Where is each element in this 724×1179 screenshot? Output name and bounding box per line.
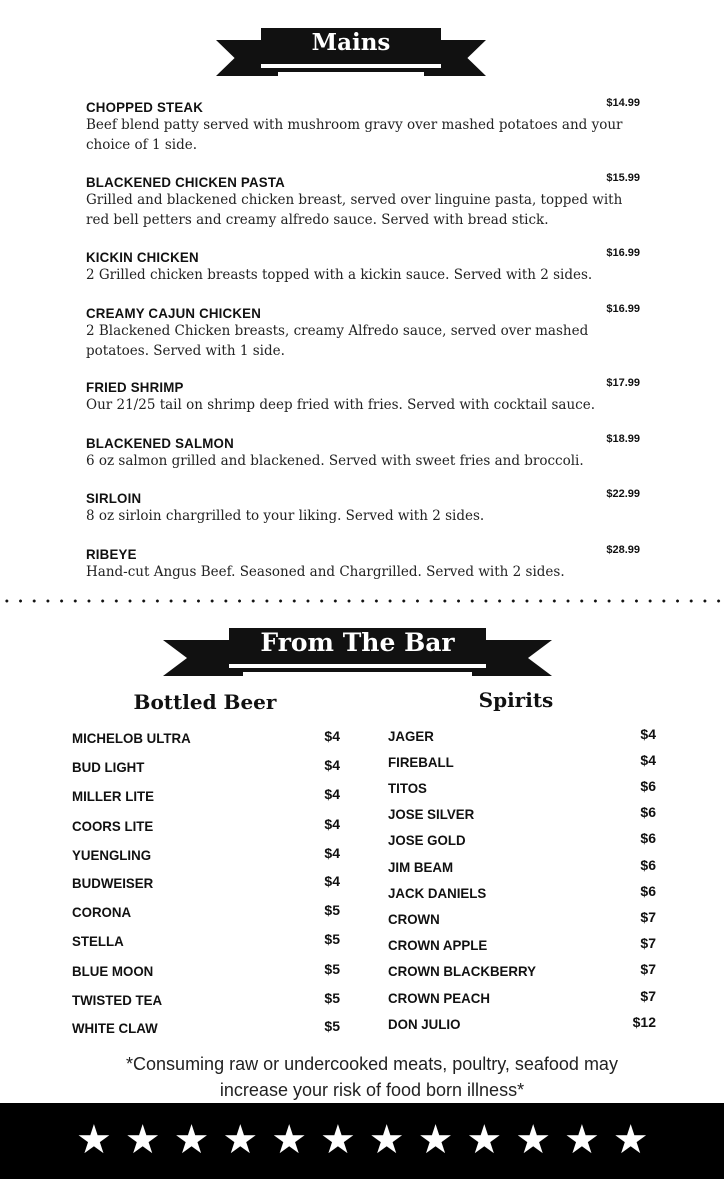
star-icon: ★: [271, 1117, 308, 1163]
drink-name: YUENGLING: [72, 847, 152, 863]
drink-name: JAGER: [388, 728, 434, 744]
drink-price: $5: [324, 990, 340, 1006]
drink-price: $6: [640, 804, 656, 820]
item-price: $15.99: [606, 172, 640, 184]
drink-name: STELLA: [72, 933, 124, 949]
drink-row: [72, 788, 340, 808]
spirits-title: Spirits: [478, 688, 554, 712]
drink-name: BUD LIGHT: [72, 759, 145, 775]
item-price: $16.99: [606, 303, 640, 315]
drink-row: [388, 885, 656, 905]
drink-row: [72, 759, 340, 779]
mains-banner: [216, 28, 486, 80]
star-icon: ★: [417, 1117, 454, 1163]
item-description: 2 Blackened Chicken breasts, creamy Alfredo sauce, served over mashed potatoes. Served with 1 side.: [86, 323, 589, 359]
drink-price: $7: [640, 988, 656, 1004]
drink-price: $6: [640, 857, 656, 873]
drink-price: $6: [640, 830, 656, 846]
mains-heading: Mains: [261, 28, 441, 68]
drink-row: [72, 818, 340, 838]
drink-price: $4: [324, 757, 340, 773]
drink-row: [72, 1020, 340, 1040]
item-name: BLACKENED CHICKEN PASTA: [86, 174, 285, 190]
drink-price: $7: [640, 961, 656, 977]
spirits-list: [388, 728, 656, 1038]
item-description: Grilled and blackened chicken breast, served over linguine pasta, topped with red bell petters and creamy alfredo sauce. Served with bread stick.: [86, 192, 623, 228]
item-name: SIRLOIN: [86, 490, 142, 506]
drink-price: $5: [324, 931, 340, 947]
star-icon: ★: [173, 1117, 210, 1163]
drink-price: $4: [640, 726, 656, 742]
menu-item: [86, 434, 640, 489]
drink-price: $4: [324, 728, 340, 744]
beer-list: [72, 730, 340, 1040]
drink-name: JOSE GOLD: [388, 832, 466, 848]
drink-row: [388, 911, 656, 931]
drink-name: BUDWEISER: [72, 875, 154, 891]
drink-price: $4: [324, 816, 340, 832]
drink-name: FIREBALL: [388, 754, 454, 770]
item-name: CREAMY CAJUN CHICKEN: [86, 305, 261, 321]
star-icon: ★: [515, 1117, 552, 1163]
notice-line-2: increase your risk of food born illness*: [219, 1080, 525, 1100]
drink-row: [388, 963, 656, 983]
drink-price: $5: [324, 1018, 340, 1034]
drink-row: [388, 754, 656, 774]
drink-name: CROWN APPLE: [388, 937, 488, 953]
item-description: Hand-cut Angus Beef. Seasoned and Chargrilled. Served with 2 sides.: [86, 564, 565, 580]
star-icon: ★: [612, 1117, 649, 1163]
drink-price: $5: [324, 902, 340, 918]
drink-price: $4: [324, 786, 340, 802]
drink-row: [72, 933, 340, 953]
menu-item: [86, 304, 640, 378]
menu-item: [86, 173, 640, 248]
star-icon: ★: [222, 1117, 259, 1163]
drink-name: DON JULIO: [388, 1016, 461, 1032]
drink-price: $4: [640, 752, 656, 768]
mains-list: [86, 98, 640, 585]
drink-name: TITOS: [388, 780, 427, 796]
food-safety-notice: [0, 1051, 724, 1103]
item-price: $18.99: [606, 433, 640, 445]
drink-row: [388, 990, 656, 1010]
drink-row: [388, 832, 656, 852]
drink-price: $7: [640, 935, 656, 951]
item-name: KICKIN CHICKEN: [86, 249, 199, 265]
drink-name: TWISTED TEA: [72, 992, 163, 1008]
drink-name: MICHELOB ULTRA: [72, 730, 191, 746]
drink-name: CROWN PEACH: [388, 990, 490, 1006]
drink-row: [72, 847, 340, 867]
item-price: $28.99: [606, 544, 640, 556]
star-icon: ★: [124, 1117, 161, 1163]
drink-price: $6: [640, 778, 656, 794]
notice-line-1: *Consuming raw or undercooked meats, poultry, seafood may: [126, 1054, 618, 1074]
drink-name: MILLER LITE: [72, 788, 155, 804]
drink-row: [388, 859, 656, 879]
drink-row: [388, 1016, 656, 1036]
item-name: BLACKENED SALMON: [86, 435, 234, 451]
drink-price: $5: [324, 961, 340, 977]
drink-name: CORONA: [72, 904, 132, 920]
item-price: $16.99: [606, 247, 640, 259]
dotted-divider: [0, 598, 724, 604]
drink-name: CROWN BLACKBERRY: [388, 963, 537, 979]
item-name: CHOPPED STEAK: [86, 99, 204, 115]
menu-item: [86, 489, 640, 545]
drink-name: COORS LITE: [72, 818, 154, 834]
drink-name: CROWN: [388, 911, 440, 927]
drink-row: [72, 904, 340, 924]
item-price: $17.99: [606, 377, 640, 389]
item-description: 6 oz salmon grilled and blackened. Served with sweet fries and broccoli.: [86, 453, 584, 469]
drink-name: BLUE MOON: [72, 963, 154, 979]
item-price: $14.99: [606, 97, 640, 109]
star-icon: ★: [466, 1117, 503, 1163]
drink-row: [72, 963, 340, 983]
drink-price: $6: [640, 883, 656, 899]
menu-item: [86, 98, 640, 173]
drink-name: WHITE CLAW: [72, 1020, 158, 1036]
star-icon: ★: [564, 1117, 600, 1163]
drink-row: [72, 730, 340, 750]
menu-item: [86, 545, 640, 585]
star-icon: ★: [368, 1117, 405, 1163]
drink-name: JIM BEAM: [388, 859, 454, 875]
star-icon: ★: [76, 1117, 112, 1163]
drink-row: [72, 875, 340, 895]
drink-row: [388, 780, 656, 800]
drink-price: $12: [632, 1014, 656, 1030]
item-price: $22.99: [606, 488, 640, 500]
item-description: Beef blend patty served with mushroom gravy over mashed potatoes and your choice of 1 side.: [86, 117, 623, 153]
item-description: Our 21/25 tail on shrimp deep fried with fries. Served with cocktail sauce.: [86, 397, 596, 413]
item-name: RIBEYE: [86, 546, 137, 562]
bar-heading: From The Bar: [229, 628, 486, 668]
drink-price: $7: [640, 909, 656, 925]
star-icon: ★: [320, 1117, 356, 1163]
drink-price: $4: [324, 845, 340, 861]
bar-banner: [163, 628, 552, 680]
drink-name: JACK DANIELS: [388, 885, 487, 901]
menu-item: [86, 378, 640, 434]
beer-title: Bottled Beer: [133, 690, 277, 714]
item-description: 2 Grilled chicken breasts topped with a kickin sauce. Served with 2 sides.: [86, 267, 593, 283]
star-footer: [0, 1103, 724, 1179]
drink-row: [388, 728, 656, 748]
item-description: 8 oz sirloin chargrilled to your liking. Served with 2 sides.: [86, 508, 485, 524]
drink-name: JOSE SILVER: [388, 806, 475, 822]
drink-price: $4: [324, 873, 340, 889]
drink-row: [388, 937, 656, 957]
drink-row: [388, 806, 656, 826]
menu-item: [86, 248, 640, 304]
item-name: FRIED SHRIMP: [86, 379, 184, 395]
drink-row: [72, 992, 340, 1012]
